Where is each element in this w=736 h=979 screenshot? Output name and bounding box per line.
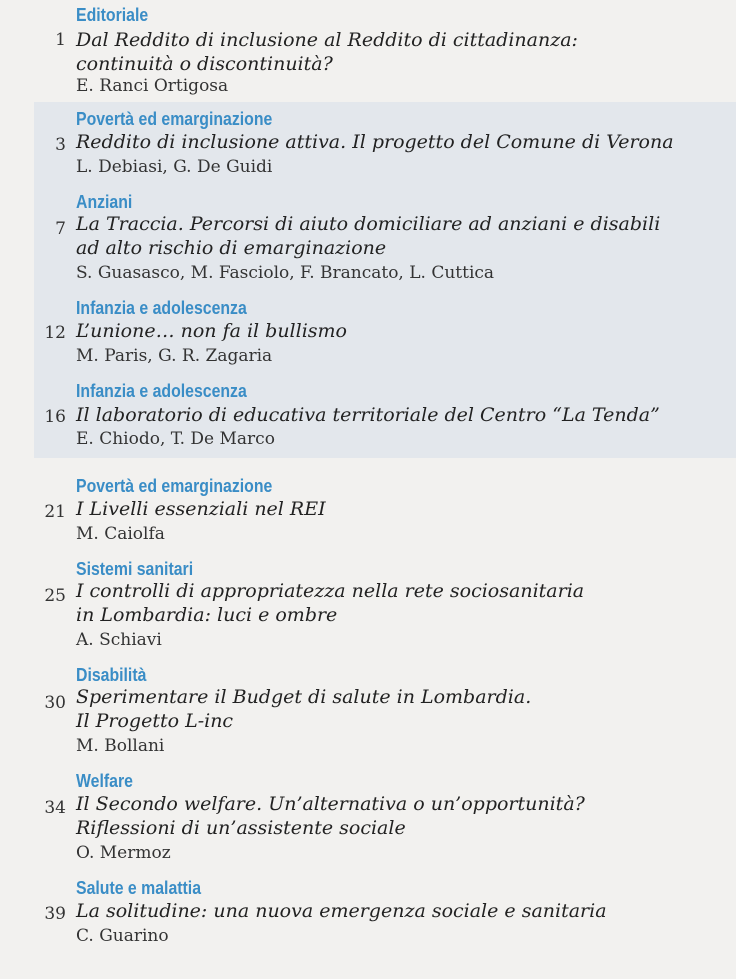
article-title [76, 403, 660, 427]
title-line: ad alto rischio di emarginazione [76, 237, 387, 259]
article-authors: A. Schiavi [76, 630, 162, 650]
page-number: 1 [55, 30, 66, 50]
category-label: Povertà ed emarginazione [76, 476, 273, 496]
article-title [76, 579, 584, 627]
category-label: Salute e malattia [76, 878, 202, 898]
page-number: 16 [44, 407, 66, 427]
article-title [76, 130, 674, 154]
page-number: 39 [44, 904, 66, 924]
title-line: La Traccia. Percorsi di aiuto domiciliare ad anziani e disabili [76, 213, 661, 235]
page-number: 7 [55, 219, 66, 239]
title-line: Il Progetto L-inc [76, 710, 234, 732]
article-title [76, 319, 347, 343]
page-number: 34 [44, 798, 66, 818]
page-number: 30 [44, 693, 66, 713]
title-line: Reddito di inclusione attiva. Il progetto del Comune di Verona [76, 131, 674, 153]
category-label: Sistemi sanitari [76, 559, 194, 579]
title-line: Dal Reddito di inclusione al Reddito di cittadinanza: [76, 29, 578, 51]
article-title [76, 899, 607, 923]
title-line: Sperimentare il Budget di salute in Lombardia. [76, 686, 532, 708]
article-title [76, 497, 326, 521]
page-number: 12 [44, 323, 66, 343]
article-title [76, 685, 531, 733]
page-number: 25 [44, 586, 66, 606]
article-authors: E. Chiodo, T. De Marco [76, 429, 275, 449]
title-line: La solitudine: una nuova emergenza sociale e sanitaria [76, 900, 607, 922]
article-authors: M. Caiolfa [76, 524, 165, 544]
title-line: Il Secondo welfare. Un’alternativa o un’opportunità? [76, 793, 585, 815]
title-line: L’unione… non fa il bullismo [76, 320, 347, 342]
title-line: I Livelli essenziali nel REI [76, 498, 326, 520]
category-label: Povertà ed emarginazione [76, 109, 273, 129]
title-line: Il laboratorio di educativa territoriale del Centro “La Tenda” [76, 404, 660, 426]
article-authors: M. Bollani [76, 736, 165, 756]
title-line: continuità o discontinuità? [76, 53, 333, 75]
article-authors: O. Mermoz [76, 843, 171, 863]
article-authors: C. Guarino [76, 926, 169, 946]
category-label: Infanzia e adolescenza [76, 298, 247, 318]
title-line: Riflessioni di un’assistente sociale [76, 817, 406, 839]
article-title [76, 212, 660, 260]
article-authors: E. Ranci Ortigosa [76, 76, 229, 96]
category-label: Infanzia e adolescenza [76, 381, 247, 401]
category-label: Disabilità [76, 665, 147, 685]
title-line: I controlli di appropriatezza nella rete sociosanitaria [76, 580, 585, 602]
category-label: Welfare [76, 771, 133, 791]
article-authors: S. Guasasco, M. Fasciolo, F. Brancato, L. Cuttica [76, 263, 495, 283]
category-label: Editoriale [76, 5, 149, 25]
article-title [76, 28, 578, 76]
page-number: 3 [55, 135, 66, 155]
title-line: in Lombardia: luci e ombre [76, 604, 338, 626]
category-label: Anziani [76, 192, 133, 212]
article-authors: L. Debiasi, G. De Guidi [76, 157, 273, 177]
page-number: 21 [44, 502, 66, 522]
article-authors: M. Paris, G. R. Zagaria [76, 346, 273, 366]
article-title [76, 792, 585, 840]
